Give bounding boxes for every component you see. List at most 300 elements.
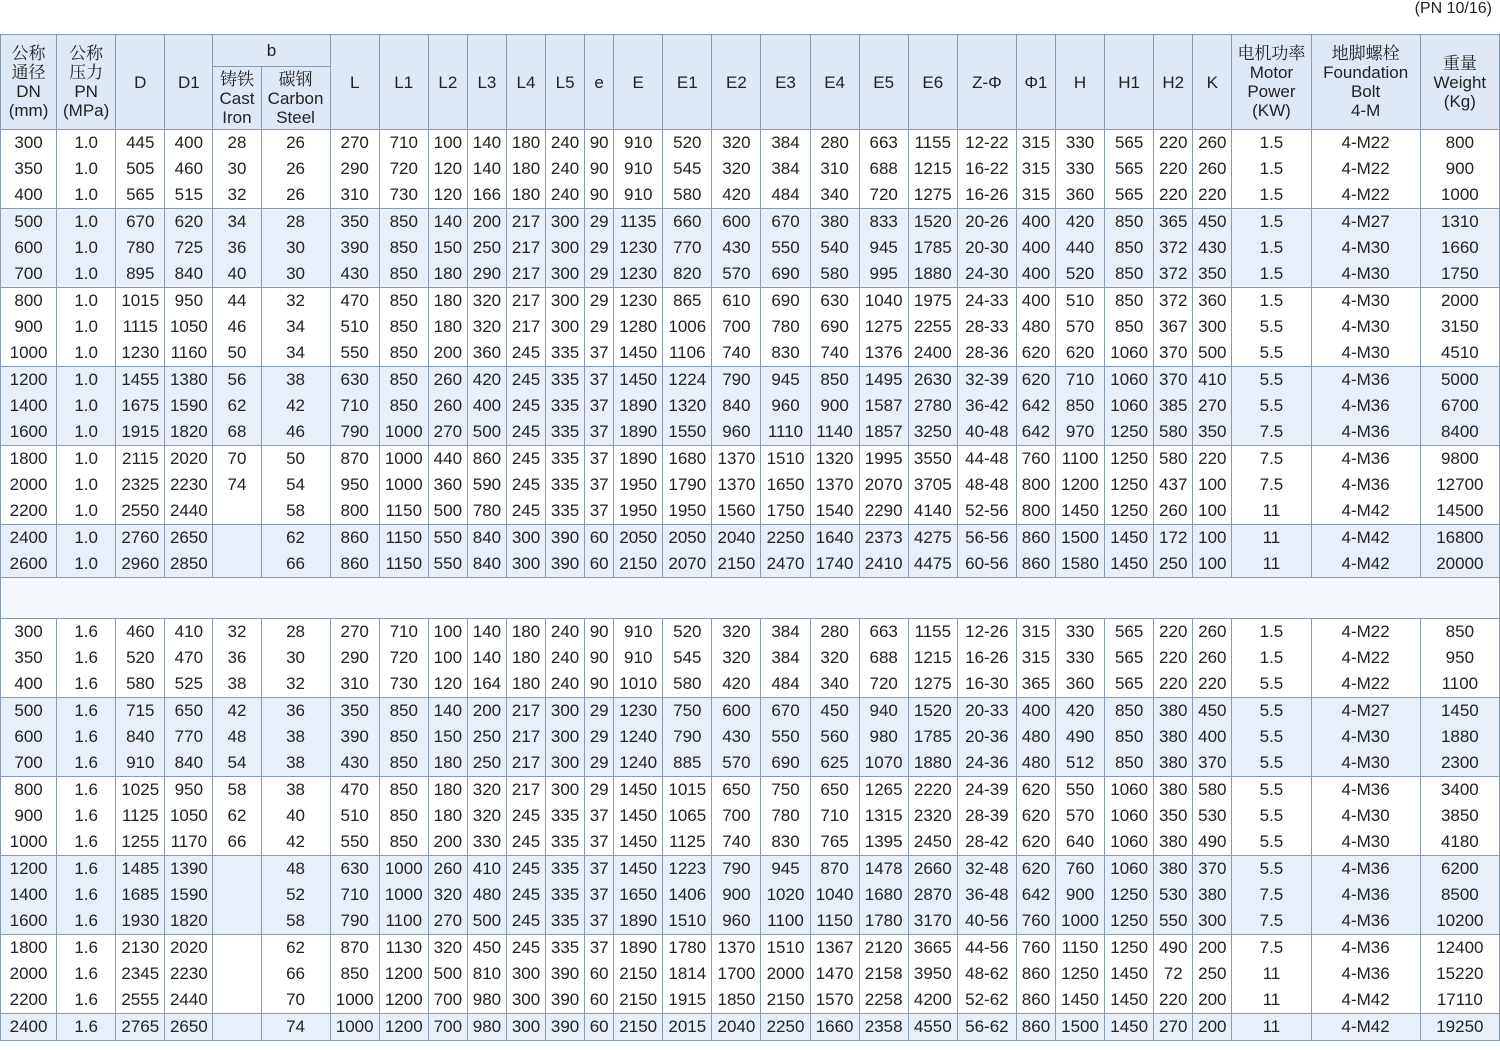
table-cell: 850 <box>379 261 428 288</box>
table-cell: 484 <box>761 671 810 698</box>
table-cell: 1.0 <box>57 130 116 157</box>
table-cell: 1370 <box>712 935 761 962</box>
table-cell: 245 <box>506 367 545 394</box>
table-cell: 290 <box>467 261 506 288</box>
table-cell: 335 <box>546 803 585 829</box>
table-cell: 1640 <box>810 525 859 552</box>
table-cell: 270 <box>428 908 467 935</box>
table-cell: 315 <box>1016 156 1055 182</box>
table-cell: 1.0 <box>57 182 116 209</box>
table-cell: 220 <box>1193 446 1232 473</box>
table-cell: 2220 <box>908 777 957 804</box>
table-cell: 20-33 <box>957 698 1016 725</box>
header-b-carbon-steel-text: 碳钢 Carbon Steel <box>267 69 324 127</box>
table-cell: 470 <box>330 777 379 804</box>
table-cell: 34 <box>261 340 330 367</box>
table-cell: 850 <box>1105 209 1154 236</box>
table-cell: 1.0 <box>57 314 116 340</box>
table-cell: 320 <box>712 130 761 157</box>
table-cell: 2255 <box>908 314 957 340</box>
table-cell: 960 <box>712 908 761 935</box>
table-cell: 240 <box>546 156 585 182</box>
table-cell: 1200 <box>1056 472 1105 498</box>
table-cell: 1000 <box>330 1014 379 1041</box>
table-cell: 690 <box>810 314 859 340</box>
table-cell: 1675 <box>116 393 165 419</box>
table-cell: 1015 <box>663 777 712 804</box>
table-cell: 860 <box>467 446 506 473</box>
table-cell: 380 <box>1154 829 1193 856</box>
table-cell: 32 <box>261 671 330 698</box>
table-cell: 780 <box>116 235 165 261</box>
table-cell: 545 <box>663 156 712 182</box>
table-cell: 1800 <box>1 446 57 473</box>
table-cell: 44-48 <box>957 446 1016 473</box>
table-cell: 166 <box>467 182 506 209</box>
table-cell: 550 <box>428 551 467 578</box>
table-cell: 320 <box>467 777 506 804</box>
table-cell: 335 <box>546 340 585 367</box>
table-cell: 245 <box>506 908 545 935</box>
table-cell: 2373 <box>859 525 908 552</box>
table-cell: 19250 <box>1420 1014 1499 1041</box>
table-cell: 400 <box>1016 235 1055 261</box>
table-cell: 52 <box>261 882 330 908</box>
table-cell: 260 <box>428 856 467 883</box>
table-cell: 1600 <box>1 908 57 935</box>
table-row <box>1 935 1500 962</box>
table-cell: 750 <box>663 698 712 725</box>
table-cell: 300 <box>546 314 585 340</box>
table-cell: 7.5 <box>1232 935 1311 962</box>
table-cell: 670 <box>761 698 810 725</box>
header-motor-power-text: 电机功率 Motor Power (KW) <box>1237 44 1306 120</box>
table-cell <box>213 908 261 935</box>
table-cell: 700 <box>1 261 57 288</box>
table-cell: 700 <box>428 987 467 1014</box>
table-cell: 100 <box>428 130 467 157</box>
table-cell: 217 <box>506 209 545 236</box>
table-cell: 29 <box>585 209 614 236</box>
table-cell: 437 <box>1154 472 1193 498</box>
table-cell: 335 <box>546 829 585 856</box>
table-cell: 1125 <box>663 829 712 856</box>
table-cell: 36-48 <box>957 882 1016 908</box>
table-row <box>1 908 1500 935</box>
table-cell: 850 <box>330 961 379 987</box>
table-cell: 290 <box>330 156 379 182</box>
table-cell: 1500 <box>1056 1014 1105 1041</box>
table-cell: 650 <box>165 698 213 725</box>
table-cell: 1.5 <box>1232 645 1311 671</box>
table-cell: 5.5 <box>1232 750 1311 777</box>
table-cell: 200 <box>1193 1014 1232 1041</box>
table-cell: 60 <box>585 1014 614 1041</box>
table-cell: 484 <box>761 182 810 209</box>
table-cell: 640 <box>1056 829 1105 856</box>
table-cell: 4140 <box>908 498 957 525</box>
table-cell: 140 <box>467 130 506 157</box>
table-cell: 350 <box>1 156 57 182</box>
table-cell: 5.5 <box>1232 671 1311 698</box>
table-cell: 4-M27 <box>1311 209 1420 236</box>
table-cell: 300 <box>1193 908 1232 935</box>
table-cell: 320 <box>467 288 506 315</box>
table-cell: 1100 <box>379 908 428 935</box>
table-cell: 74 <box>261 1014 330 1041</box>
table-cell: 26 <box>261 156 330 182</box>
table-cell: 4-M30 <box>1311 261 1420 288</box>
table-cell: 1250 <box>1105 446 1154 473</box>
table-cell: 1060 <box>1105 803 1154 829</box>
table-cell: 1275 <box>908 182 957 209</box>
header-h2: H2 <box>1154 35 1193 130</box>
table-cell: 688 <box>859 645 908 671</box>
table-cell: 1130 <box>379 935 428 962</box>
table-cell: 1.0 <box>57 446 116 473</box>
table-cell: 790 <box>712 856 761 883</box>
header-e1: E1 <box>663 35 712 130</box>
table-cell: 1660 <box>810 1014 859 1041</box>
table-cell: 860 <box>1016 551 1055 578</box>
table-cell: 100 <box>428 645 467 671</box>
table-cell: 663 <box>859 619 908 646</box>
table-cell: 62 <box>261 525 330 552</box>
table-cell: 335 <box>546 393 585 419</box>
table-cell: 910 <box>614 619 663 646</box>
table-cell: 4-M36 <box>1311 961 1420 987</box>
header-weight-text: 重量 Weight (Kg) <box>1433 53 1487 111</box>
table-cell: 380 <box>1193 882 1232 908</box>
table-cell: 895 <box>116 261 165 288</box>
table-cell: 2630 <box>908 367 957 394</box>
table-cell: 320 <box>712 645 761 671</box>
table-cell: 580 <box>663 182 712 209</box>
table-cell: 400 <box>1 671 57 698</box>
table-cell: 660 <box>663 209 712 236</box>
table-cell: 900 <box>712 882 761 908</box>
table-cell: 2250 <box>761 1014 810 1041</box>
table-cell: 29 <box>585 777 614 804</box>
table-cell: 290 <box>330 645 379 671</box>
table-cell: 100 <box>1193 525 1232 552</box>
table-cell: 4-M30 <box>1311 829 1420 856</box>
table-cell: 390 <box>546 961 585 987</box>
table-row <box>1 803 1500 829</box>
section-divider-row <box>1 578 1500 619</box>
header-motor-power <box>1232 35 1311 130</box>
table-cell: 360 <box>1193 288 1232 315</box>
table-cell: 240 <box>546 182 585 209</box>
table-cell: 260 <box>428 393 467 419</box>
table-cell: 560 <box>810 724 859 750</box>
table-cell: 240 <box>546 671 585 698</box>
table-cell: 220 <box>1193 671 1232 698</box>
table-cell: 72 <box>1154 961 1193 987</box>
table-cell: 1950 <box>614 472 663 498</box>
table-cell: 1020 <box>761 882 810 908</box>
table-cell: 220 <box>1154 645 1193 671</box>
table-cell: 800 <box>1016 472 1055 498</box>
table-cell: 68 <box>213 419 261 446</box>
table-cell: 1450 <box>1105 961 1154 987</box>
table-cell: 1006 <box>663 314 712 340</box>
table-cell: 1230 <box>614 698 663 725</box>
table-cell: 240 <box>546 619 585 646</box>
table-cell: 2158 <box>859 961 908 987</box>
table-cell: 1215 <box>908 156 957 182</box>
table-cell: 36 <box>213 645 261 671</box>
table-cell: 8500 <box>1420 882 1499 908</box>
table-cell: 620 <box>1016 803 1055 829</box>
table-cell: 4550 <box>908 1014 957 1041</box>
table-cell: 500 <box>467 908 506 935</box>
table-cell: 840 <box>467 525 506 552</box>
table-cell: 315 <box>1016 182 1055 209</box>
header-l5: L5 <box>546 35 585 130</box>
table-cell: 300 <box>546 209 585 236</box>
table-cell: 40-48 <box>957 419 1016 446</box>
table-cell: 620 <box>1016 367 1055 394</box>
table-cell: 350 <box>1 645 57 671</box>
table-cell: 1.0 <box>57 551 116 578</box>
table-cell <box>213 551 261 578</box>
table-cell: 4-M30 <box>1311 314 1420 340</box>
table-cell: 2150 <box>614 961 663 987</box>
table-cell: 840 <box>467 551 506 578</box>
table-cell: 34 <box>213 209 261 236</box>
table-cell: 5.5 <box>1232 367 1311 394</box>
table-cell: 620 <box>1016 856 1055 883</box>
table-cell: 1250 <box>1105 472 1154 498</box>
table-cell: 4475 <box>908 551 957 578</box>
table-cell: 270 <box>330 130 379 157</box>
table-cell: 37 <box>585 908 614 935</box>
table-cell: 48-62 <box>957 961 1016 987</box>
table-cell: 1.0 <box>57 419 116 446</box>
table-cell: 24-33 <box>957 288 1016 315</box>
table-cell: 460 <box>165 156 213 182</box>
table-cell: 320 <box>712 156 761 182</box>
table-cell: 850 <box>1105 288 1154 315</box>
table-cell: 29 <box>585 750 614 777</box>
table-cell: 37 <box>585 446 614 473</box>
table-cell: 1975 <box>908 288 957 315</box>
header-dn-text: 公称 通径 DN (mm) <box>8 44 49 120</box>
table-cell: 1240 <box>614 724 663 750</box>
table-cell: 1510 <box>761 935 810 962</box>
table-cell: 3850 <box>1420 803 1499 829</box>
header-b-carbon-steel <box>261 67 330 130</box>
table-cell: 750 <box>761 777 810 804</box>
table-cell: 1510 <box>663 908 712 935</box>
table-row <box>1 698 1500 725</box>
table-cell: 1320 <box>663 393 712 419</box>
table-cell: 2130 <box>116 935 165 962</box>
table-cell: 2765 <box>116 1014 165 1041</box>
table-cell: 350 <box>330 698 379 725</box>
table-cell: 4-M36 <box>1311 393 1420 419</box>
table-cell: 1230 <box>614 235 663 261</box>
table-cell: 1520 <box>908 698 957 725</box>
header-l4: L4 <box>506 35 545 130</box>
table-cell: 7.5 <box>1232 472 1311 498</box>
table-cell: 565 <box>1105 130 1154 157</box>
table-cell: 1060 <box>1105 777 1154 804</box>
table-cell: 12700 <box>1420 472 1499 498</box>
table-cell: 1200 <box>1 367 57 394</box>
table-cell: 38 <box>261 777 330 804</box>
table-cell: 1478 <box>859 856 908 883</box>
table-cell: 1950 <box>614 498 663 525</box>
table-cell: 520 <box>663 130 712 157</box>
table-cell: 565 <box>1105 182 1154 209</box>
table-cell: 910 <box>116 750 165 777</box>
table-cell: 46 <box>261 419 330 446</box>
table-cell: 66 <box>261 551 330 578</box>
table-cell: 1450 <box>1105 1014 1154 1041</box>
table-cell: 16-26 <box>957 645 1016 671</box>
table-cell: 1255 <box>116 829 165 856</box>
table-cell: 300 <box>546 235 585 261</box>
table-cell: 500 <box>1193 340 1232 367</box>
table-cell: 1.0 <box>57 472 116 498</box>
table-cell: 790 <box>330 908 379 935</box>
table-cell: 42 <box>261 829 330 856</box>
table-cell: 800 <box>1016 498 1055 525</box>
table-cell: 490 <box>1056 724 1105 750</box>
table-cell: 1150 <box>379 498 428 525</box>
table-cell: 1200 <box>379 1014 428 1041</box>
table-cell: 1050 <box>165 314 213 340</box>
table-cell: 1140 <box>810 419 859 446</box>
table-cell: 710 <box>810 803 859 829</box>
table-cell: 335 <box>546 908 585 935</box>
table-cell: 840 <box>165 261 213 288</box>
table-cell: 720 <box>379 645 428 671</box>
table-cell: 850 <box>1056 393 1105 419</box>
table-cell: 950 <box>1420 645 1499 671</box>
table-cell: 330 <box>1056 156 1105 182</box>
table-cell: 1155 <box>908 619 957 646</box>
table-cell: 550 <box>761 235 810 261</box>
table-cell: 2470 <box>761 551 810 578</box>
table-cell: 1590 <box>165 393 213 419</box>
table-cell: 1.6 <box>57 619 116 646</box>
table-cell: 1560 <box>712 498 761 525</box>
table-cell: 32-48 <box>957 856 1016 883</box>
table-cell: 1110 <box>761 419 810 446</box>
table-cell: 565 <box>1105 671 1154 698</box>
table-cell: 850 <box>1105 724 1154 750</box>
table-cell: 1890 <box>614 419 663 446</box>
table-cell: 2290 <box>859 498 908 525</box>
table-cell: 570 <box>1056 314 1105 340</box>
header-D1: D1 <box>165 35 213 130</box>
table-cell: 580 <box>810 261 859 288</box>
table-cell: 1.6 <box>57 671 116 698</box>
table-cell: 650 <box>712 777 761 804</box>
table-cell: 910 <box>614 156 663 182</box>
table-cell: 380 <box>810 209 859 236</box>
table-cell: 15220 <box>1420 961 1499 987</box>
table-cell <box>213 882 261 908</box>
table-cell: 690 <box>761 750 810 777</box>
table-cell: 2440 <box>165 498 213 525</box>
table-cell: 140 <box>467 156 506 182</box>
table-cell: 1780 <box>663 935 712 962</box>
header-z-: Z-Φ <box>957 35 1016 130</box>
table-cell: 1040 <box>859 288 908 315</box>
table-cell: 710 <box>379 130 428 157</box>
table-cell: 1500 <box>1056 525 1105 552</box>
table-cell: 850 <box>379 724 428 750</box>
table-cell: 58 <box>213 777 261 804</box>
table-cell: 3250 <box>908 419 957 446</box>
table-cell: 3170 <box>908 908 957 935</box>
table-cell: 400 <box>1 182 57 209</box>
table-cell: 380 <box>1154 777 1193 804</box>
table-cell: 420 <box>1056 698 1105 725</box>
table-cell: 860 <box>330 525 379 552</box>
table-cell: 1750 <box>1420 261 1499 288</box>
table-cell: 445 <box>116 130 165 157</box>
table-cell: 37 <box>585 856 614 883</box>
table-cell: 1450 <box>1105 987 1154 1014</box>
table-cell: 650 <box>810 777 859 804</box>
table-cell: 2230 <box>165 472 213 498</box>
table-cell: 180 <box>428 261 467 288</box>
table-cell: 180 <box>506 130 545 157</box>
table-cell: 670 <box>761 209 810 236</box>
table-cell: 800 <box>1 288 57 315</box>
table-cell: 1.6 <box>57 1014 116 1041</box>
table-cell: 56-62 <box>957 1014 1016 1041</box>
table-cell: 180 <box>506 645 545 671</box>
table-cell: 4-M36 <box>1311 856 1420 883</box>
table-cell: 390 <box>546 1014 585 1041</box>
table-cell: 245 <box>506 393 545 419</box>
table-cell: 940 <box>859 698 908 725</box>
table-cell: 700 <box>712 803 761 829</box>
table-cell: 1890 <box>614 935 663 962</box>
table-cell: 28-36 <box>957 340 1016 367</box>
table-cell: 200 <box>1193 935 1232 962</box>
table-cell: 440 <box>428 446 467 473</box>
table-cell: 790 <box>663 724 712 750</box>
table-cell: 300 <box>546 750 585 777</box>
table-cell: 2250 <box>761 525 810 552</box>
table-cell: 250 <box>1154 551 1193 578</box>
table-cell: 36 <box>261 698 330 725</box>
table-cell: 420 <box>712 671 761 698</box>
table-cell: 765 <box>810 829 859 856</box>
table-cell: 730 <box>379 182 428 209</box>
table-cell: 620 <box>1016 340 1055 367</box>
table-cell: 24-36 <box>957 750 1016 777</box>
table-cell: 300 <box>546 288 585 315</box>
table-cell: 5.5 <box>1232 724 1311 750</box>
table-cell: 29 <box>585 261 614 288</box>
table-cell: 6200 <box>1420 856 1499 883</box>
table-cell: 1800 <box>1 935 57 962</box>
table-row <box>1 724 1500 750</box>
table-cell: 550 <box>761 724 810 750</box>
table-row <box>1 750 1500 777</box>
table-cell: 850 <box>379 340 428 367</box>
table-cell: 2555 <box>116 987 165 1014</box>
header-l1: L1 <box>379 35 428 130</box>
